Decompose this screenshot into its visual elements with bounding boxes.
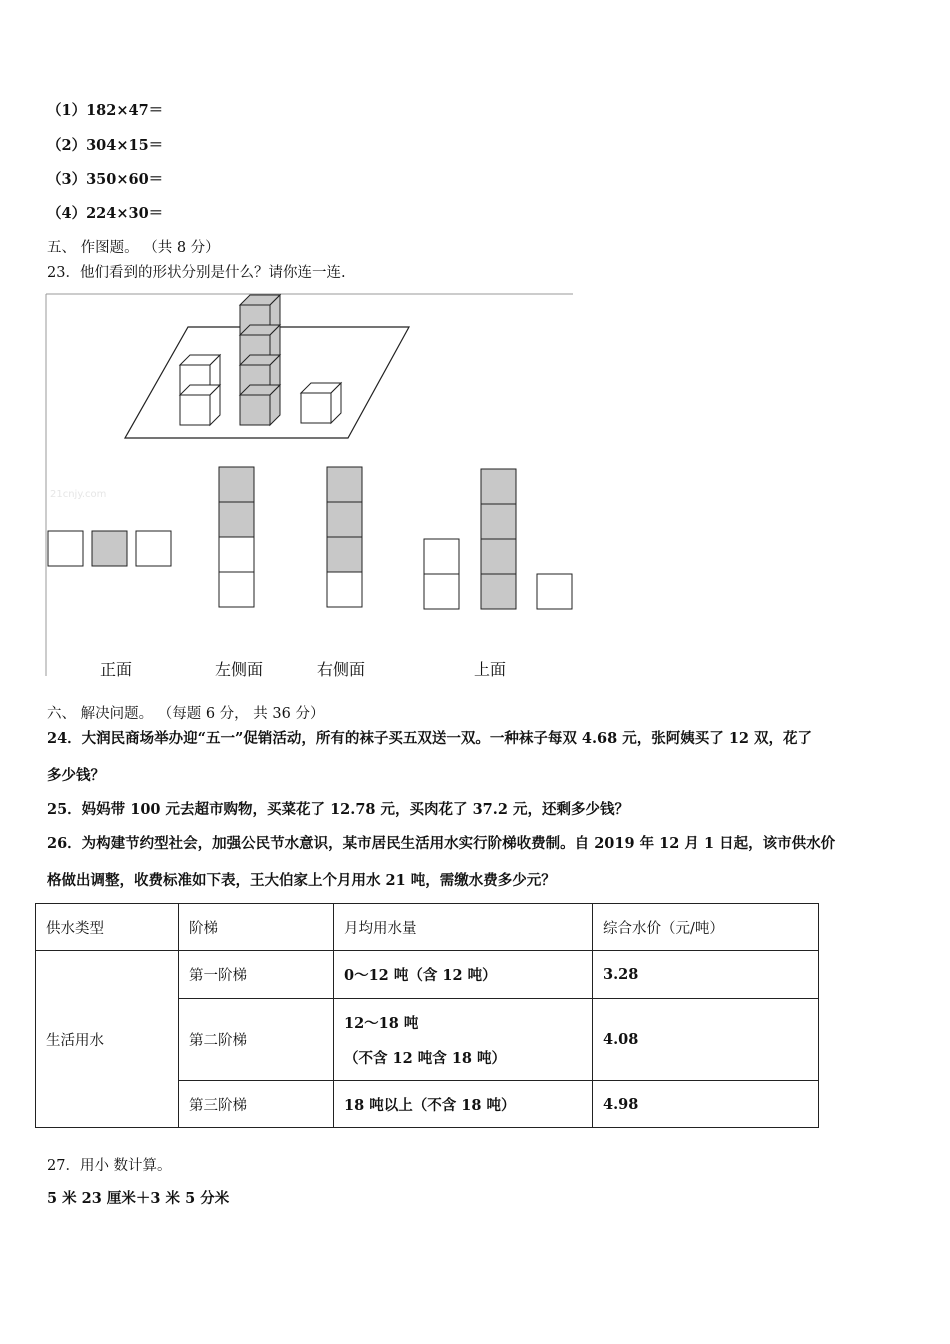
calc-item-4: （4）224×30＝: [47, 205, 164, 222]
question-23: 23．他们看到的形状分别是什么？请你连一连.: [47, 265, 346, 281]
cell-usage-line2: （不含 12 吨含 18 吨）: [344, 1049, 507, 1067]
label-right-side: 右侧面: [317, 660, 366, 679]
stack-middle-gray-cubes: [240, 295, 280, 425]
label-left-side: 左侧面: [215, 660, 264, 679]
cell-usage: 18 吨以上（不含 18 吨）: [334, 1081, 593, 1128]
question-24-line2: 多少钱？: [47, 767, 105, 784]
cell-tier: 第二阶梯: [179, 999, 334, 1081]
calc-item-2: （2）304×15＝: [47, 137, 164, 154]
cell-usage: 0～12 吨（含 12 吨）: [334, 951, 593, 999]
stack-right-white-cube: [301, 383, 341, 423]
plane: [125, 327, 409, 438]
cell-supply-type: 生活用水: [36, 951, 179, 1128]
table-row: [36, 951, 819, 999]
cell-price: 4.08: [593, 999, 819, 1081]
header-price: 综合水价（元/吨）: [593, 904, 819, 951]
cell-tier: 第三阶梯: [179, 1081, 334, 1128]
question-24-line1: 24．大润民商场举办迎“五一”促销活动，所有的袜子买五双送一双。一种袜子每双 4.68 元，张阿姨买了 12 双，花了: [47, 730, 813, 747]
cell-usage-line1: 12～18 吨: [344, 1014, 419, 1032]
section6-heading: 六、 解决问题。 （每题 6 分， 共 36 分）: [47, 706, 325, 722]
cell-price: 4.98: [593, 1081, 819, 1128]
watermark: 21cnjy.com: [50, 489, 107, 500]
label-front: 正面: [100, 660, 133, 679]
question-27: 27．用小 数计算。: [47, 1158, 172, 1174]
header-supply-type: 供水类型: [36, 904, 179, 951]
calc-item-1: （1）182×47＝: [47, 102, 164, 119]
view-option-row-of-three: [48, 531, 171, 566]
view-option-column-a: [219, 467, 254, 607]
section5-heading: 五、 作图题。 （共 8 分）: [47, 240, 220, 256]
question-27-expression: 5 米 23 厘米＋3 米 5 分米: [47, 1190, 230, 1207]
question-26-line2: 格做出调整，收费标准如下表，王大伯家上个月用水 21 吨，需缴水费多少元？: [47, 872, 556, 889]
view-option-front-arrangement: [424, 469, 572, 609]
label-top: 上面: [474, 660, 507, 679]
cell-price: 3.28: [593, 951, 819, 999]
cell-tier: 第一阶梯: [179, 951, 334, 999]
header-monthly-usage: 月均用水量: [334, 904, 593, 951]
water-price-table: [35, 903, 819, 1128]
question-26-line1: 26．为构建节约型社会，加强公民节水意识，某市居民生活用水实行阶梯收费制。自 2019 年 12 月 1 日起，该市供水价: [47, 835, 836, 852]
cell-usage: [334, 999, 593, 1081]
calc-item-3: （3）350×60＝: [47, 171, 164, 188]
header-tier: 阶梯: [179, 904, 334, 951]
view-option-column-b: [327, 467, 362, 607]
question-25: 25．妈妈带 100 元去超市购物，买菜花了 12.78 元，买肉花了 37.2 元，还剩多少钱？: [47, 801, 629, 818]
stack-left-white-cubes: [180, 355, 220, 425]
table-header-row: [36, 904, 819, 951]
